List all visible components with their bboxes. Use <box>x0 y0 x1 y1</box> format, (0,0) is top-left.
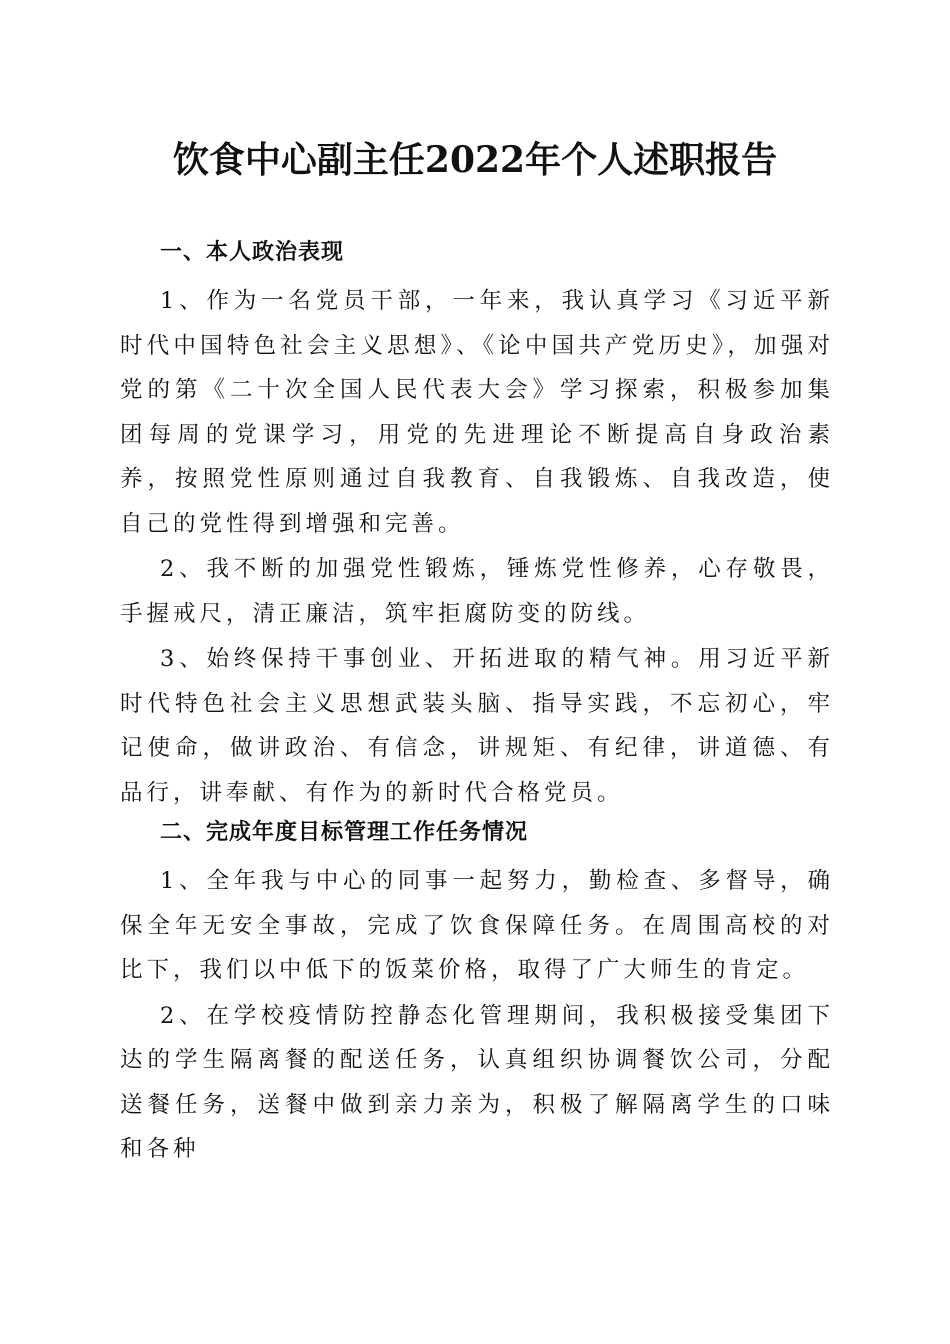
paragraph: 2、我不断的加强党性锻炼，锤炼党性修养，心存敬畏，手握戒尺，清正廉洁，筑牢拒腐防变的防线。 <box>120 556 834 627</box>
section-heading: 一、本人政治表现 <box>160 240 345 265</box>
paragraph: 1、作为一名党员干部，一年来，我认真学习《习近平新时代中国特色社会主义思想》、《论中国共产党历史》，加强对党的第《二十次全国人民代表大会》学习探索，积极参加集团每周的党课学习，用党的先进理论不断提高自身政治素养，按照党性原则通过自我教育、自我锻炼、自我改造，使自己的党性得到增强和完善。 <box>120 288 834 537</box>
paragraph: 1、全年我与中心的同事一起努力，勤检查、多督导，确保全年无安全事故，完成了饮食保障任务。在周围高校的对比下，我们以中低下的饭菜价格，取得了广大师生的肯定。 <box>120 868 834 983</box>
document-title: 饮食中心副主任2022年个人述职报告 <box>172 139 778 181</box>
paragraph: 2、在学校疫情防控静态化管理期间，我积极接受集团下达的学生隔离餐的配送任务，认真组织协调餐饮公司，分配送餐任务，送餐中做到亲力亲为，积极了解隔离学生的口味和各种 <box>120 1002 834 1162</box>
document-body <box>120 236 834 1173</box>
section-political-performance <box>120 236 834 815</box>
section-heading: 二、完成年度目标管理工作任务情况 <box>160 820 529 845</box>
section-annual-goals <box>120 816 834 1172</box>
paragraph: 3、始终保持干事创业、开拓进取的精气神。用习近平新时代特色社会主义思想武装头脑、指导实践，不忘初心，牢记使命，做讲政治、有信念，讲规矩、有纪律，讲道德、有品行，讲奉献、有作为的新时代合格党员。 <box>120 646 834 806</box>
